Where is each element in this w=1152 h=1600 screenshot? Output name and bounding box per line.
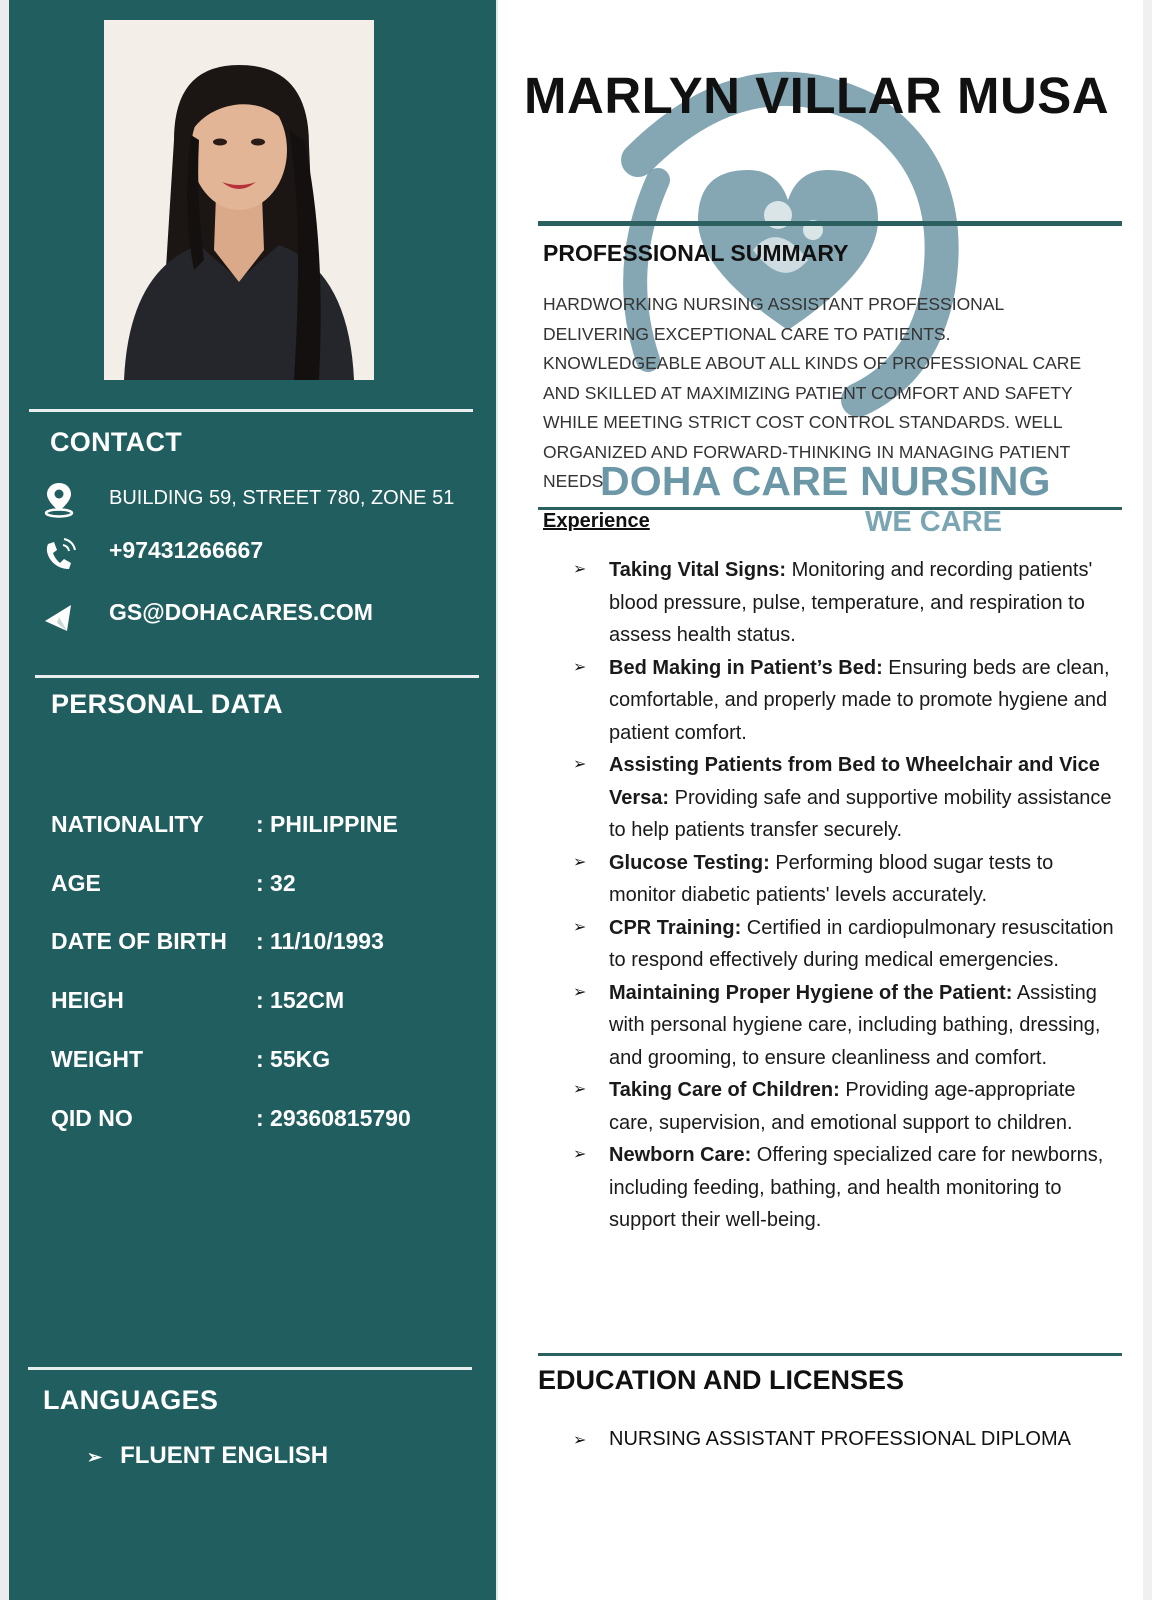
pd-value: : PHILIPPINE	[256, 811, 398, 837]
arrow-bullet-icon: ➢	[573, 918, 587, 936]
send-icon	[39, 597, 79, 637]
education-text: NURSING ASSISTANT PROFESSIONAL DIPLOMA	[609, 1428, 1071, 1450]
list-item	[573, 1139, 1123, 1237]
pd-label: HEIGH	[51, 987, 124, 1013]
arrow-bullet-icon: ➢	[573, 561, 587, 578]
list-item	[573, 1074, 1123, 1139]
email-text: GS@DOHACARES.COM	[109, 599, 373, 625]
item-text: Performing blood sugar tests to monitor diabetic patients' levels accurately.	[609, 851, 1054, 906]
item-title: Bed Making in Patient’s Bed:	[609, 656, 883, 679]
pd-value: : 11/10/1993	[256, 928, 384, 954]
arrow-bullet-icon: ➢	[573, 658, 587, 676]
sidebar	[9, 0, 498, 1600]
item-text: Providing safe and supportive mobility assistance to help patients transfer securely.	[609, 786, 1112, 841]
contact-rule	[29, 409, 473, 412]
contact-phone[interactable]	[39, 535, 489, 575]
pd-label: DATE OF BIRTH	[51, 928, 227, 954]
item-title: Maintaining Proper Hygiene of the Patient:	[609, 981, 1013, 1004]
candidate-name: MARLYN VILLAR MUSA	[524, 67, 1110, 124]
item-title: Glucose Testing:	[609, 851, 770, 874]
contact-address	[39, 479, 489, 519]
experience-heading: Experience	[543, 510, 650, 532]
item-text: Assisting with personal hygiene care, including bathing, dressing, and grooming, to ensure cleanliness and comfort.	[609, 981, 1101, 1069]
location-icon	[39, 479, 79, 519]
summary-heading: PROFESSIONAL SUMMARY	[543, 240, 849, 266]
item-title: Newborn Care:	[609, 1144, 752, 1166]
item-text: Certified in cardiopulmonary resuscitation to respond effectively during medical emergencies.	[609, 916, 1114, 971]
list-item	[573, 652, 1123, 750]
pd-value: : 152CM	[256, 987, 345, 1013]
personal-data-rule	[35, 675, 479, 678]
pd-label: QID NO	[51, 1105, 133, 1131]
profile-photo	[104, 20, 374, 380]
page-edge-right	[1143, 0, 1152, 1600]
list-item	[573, 912, 1123, 977]
list-item	[573, 749, 1123, 847]
item-title: Assisting Patients from Bed to Wheelchair and Vice Versa:	[609, 754, 1100, 809]
languages-rule	[28, 1367, 472, 1370]
summary-rule	[538, 221, 1122, 226]
education-heading: EDUCATION AND LICENSES	[538, 1365, 905, 1395]
item-text: Ensuring beds are clean, comfortable, and properly made to promote hygiene and patient comfort.	[609, 656, 1110, 744]
item-text: Providing age-appropriate care, supervision, and emotional support to children.	[609, 1079, 1076, 1134]
pd-value: : 32	[256, 870, 296, 896]
pd-label: AGE	[51, 870, 101, 896]
list-item	[573, 977, 1123, 1075]
contact-heading: CONTACT	[50, 427, 183, 457]
item-title: Taking Vital Signs:	[609, 559, 787, 581]
contact-email[interactable]	[39, 597, 489, 637]
education-rule	[538, 1353, 1122, 1356]
pd-value: : 29360815790	[256, 1105, 411, 1131]
item-title: CPR Training:	[609, 916, 742, 939]
item-text: Offering specialized care for newborns, including feeding, bathing, and health monitoring to support their well-being.	[609, 1144, 1104, 1231]
experience-list	[573, 554, 1123, 1237]
item-title: Taking Care of Children:	[609, 1079, 840, 1101]
personal-data-heading: PERSONAL DATA	[51, 689, 283, 719]
pd-value: : 55KG	[256, 1046, 331, 1072]
summary-text: HARDWORKING NURSING ASSISTANT PROFESSIONAL DELIVERING EXCEPTIONAL CARE TO PATIENTS. KNOWLEDGEABLE ABOUT ALL KINDS OF PROFESSIONAL CARE AND SKILLED AT MAXIMIZING PATIENT COMFORT AND SAFETY WHILE MEETING STRICT COST CONTROL STANDARDS. WELL ORGANIZED AND FORWARD-THINKING IN MANAGING PATIENT NEEDS.	[543, 294, 1082, 491]
arrow-bullet-icon: ➢	[573, 1432, 587, 1449]
watermark-slogan: WE CARE	[865, 506, 1002, 538]
address-text: BUILDING 59, STREET 780, ZONE 51	[109, 487, 455, 509]
list-item	[573, 847, 1123, 912]
item-text: Monitoring and recording patients' blood pressure, pulse, temperature, and respiration to assess health status.	[609, 559, 1093, 646]
languages-heading: LANGUAGES	[43, 1385, 219, 1415]
arrow-bullet-icon: ➢	[573, 983, 587, 1001]
education-item	[573, 1428, 1071, 1451]
arrow-bullet-icon: ➢	[573, 756, 587, 773]
watermark-title: DOHA CARE NURSING	[600, 458, 1051, 504]
arrow-bullet-icon: ➢	[87, 1447, 103, 1467]
list-item	[573, 554, 1123, 652]
main-content	[498, 0, 1143, 1600]
pd-label: NATIONALITY	[51, 811, 204, 837]
phone-icon	[39, 535, 79, 575]
arrow-bullet-icon: ➢	[573, 1081, 587, 1098]
language-text: FLUENT ENGLISH	[120, 1442, 329, 1469]
page-edge-left	[0, 0, 9, 1600]
pd-label: WEIGHT	[51, 1046, 143, 1072]
language-item	[87, 1442, 328, 1470]
arrow-bullet-icon: ➢	[573, 1146, 587, 1163]
arrow-bullet-icon: ➢	[573, 853, 587, 871]
phone-text: +97431266667	[109, 537, 264, 563]
